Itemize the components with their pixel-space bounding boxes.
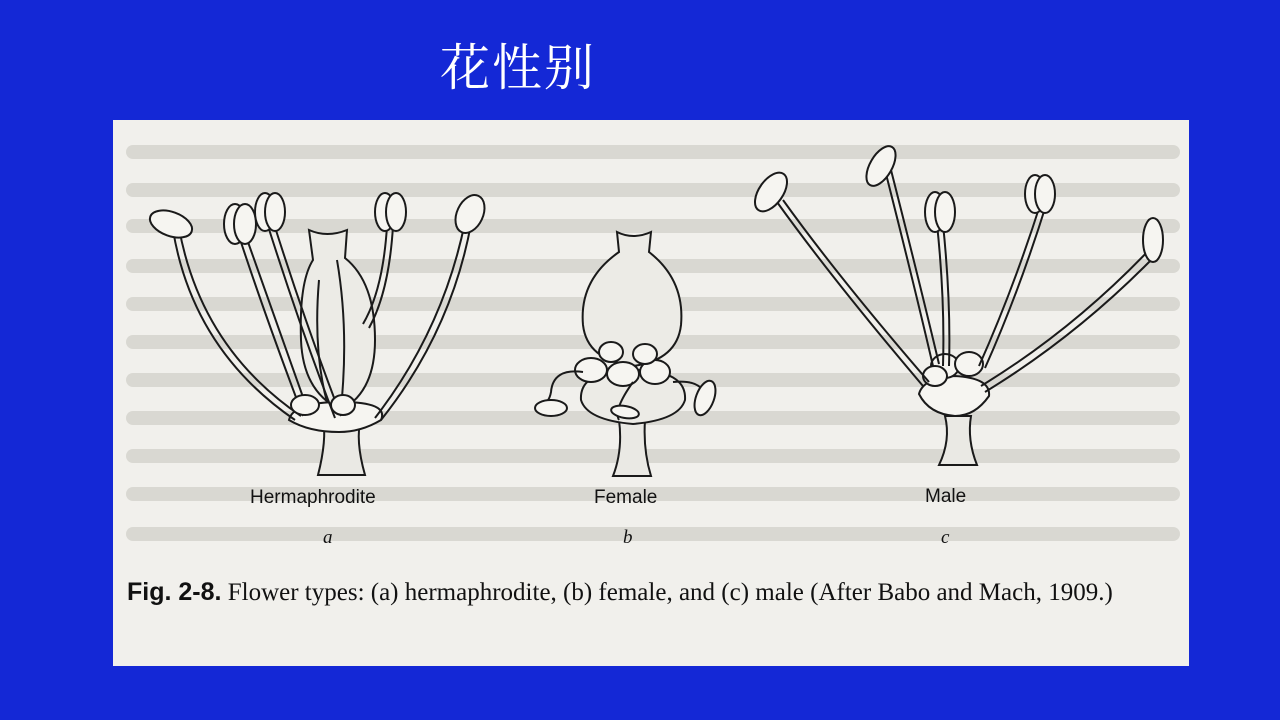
figure-image [113,120,1189,666]
female-label: Female [594,487,658,508]
figure-caption [127,574,1187,611]
male-label: Male [925,486,967,507]
figure-number: Fig. 2-8. [127,578,222,606]
hermaphrodite-flower-drawing [146,190,490,475]
panel-letter-c: c [941,527,950,548]
hermaphrodite-label: Hermaphrodite [250,487,376,508]
figure-caption-text: Flower types: (a) hermaphrodite, (b) female, and (c) male (After Babo and Mach, 1909.) [227,579,1113,606]
slide-title: 花性别 [440,39,596,97]
panel-letter-a: a [323,527,333,548]
panel-letter-b: b [623,527,633,548]
